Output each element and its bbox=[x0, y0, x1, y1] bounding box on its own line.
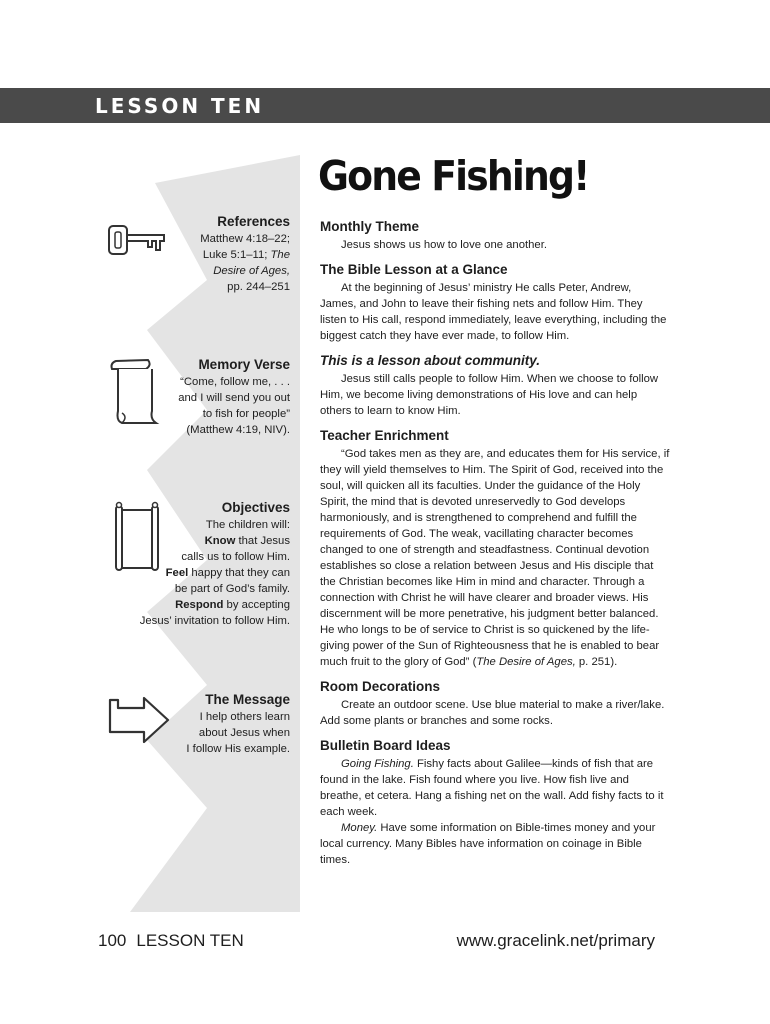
memory-verse-line: “Come, follow me, . . . bbox=[180, 376, 290, 388]
references-line: Luke 5:1–11; bbox=[202, 249, 271, 261]
enrichment-citation-end: p. 251). bbox=[575, 656, 618, 668]
references-italic: The bbox=[270, 249, 290, 261]
bulletin-heading: Bulletin Board Ideas bbox=[320, 738, 451, 753]
enrichment-citation: The Desire of Ages, bbox=[476, 656, 576, 668]
room-heading: Room Decorations bbox=[320, 679, 441, 694]
footer-url: www.gracelink.net/primary bbox=[456, 931, 655, 950]
message-heading: The Message bbox=[205, 692, 290, 707]
objectives-heading: Objectives bbox=[221, 500, 290, 515]
page-number: 100 bbox=[98, 931, 127, 950]
objectives-line: calls us to follow Him. bbox=[181, 551, 290, 563]
objectives-line: Jesus’ invitation to follow Him. bbox=[139, 615, 290, 627]
references-heading: References bbox=[217, 214, 290, 229]
glance-heading: The Bible Lesson at a Glance bbox=[320, 262, 508, 277]
monthly-theme-text: Jesus shows us how to love one another. bbox=[341, 239, 547, 251]
footer-left bbox=[98, 931, 254, 951]
bulletin-italic: Going Fishing. bbox=[341, 758, 414, 770]
bulletin-section bbox=[320, 737, 670, 868]
enrichment-heading: Teacher Enrichment bbox=[320, 428, 449, 443]
bulletin-text: Fishy facts about Galilee—kinds of fish that are found in the lake. Fish found where you live. How fish live and breathe, et cetera. Hang a fishing net on the wall. Add fishy facts to it each week. bbox=[320, 758, 664, 818]
memory-verse-line: and I will send you out bbox=[178, 392, 290, 404]
community-text: Jesus still calls people to follow Him. When we choose to follow Him, we become living demonstrations of His love and can help others to learn to know Him. bbox=[320, 373, 659, 417]
objectives-block bbox=[90, 500, 290, 629]
lesson-header-bar bbox=[0, 88, 770, 123]
bulletin-italic: Money. bbox=[341, 822, 378, 834]
community-section bbox=[320, 352, 670, 419]
room-section bbox=[320, 678, 670, 729]
footer-lesson: LESSON TEN bbox=[136, 931, 244, 950]
references-line: Matthew 4:18–22; bbox=[200, 233, 290, 245]
objectives-line: that Jesus bbox=[235, 535, 290, 547]
lesson-header-label: LESSON TEN bbox=[95, 94, 265, 118]
objectives-line: by accepting bbox=[223, 599, 290, 611]
memory-verse-line: (Matthew 4:19, NIV). bbox=[186, 424, 290, 436]
message-line: I follow His example. bbox=[186, 743, 290, 755]
monthly-theme-section bbox=[320, 218, 670, 253]
objectives-respond-label: Respond bbox=[175, 599, 224, 611]
memory-verse-heading: Memory Verse bbox=[198, 357, 290, 372]
references-block bbox=[90, 214, 290, 295]
message-line: about Jesus when bbox=[198, 727, 290, 739]
enrichment-text: “God takes men as they are, and educates them for His service, if they will yield themselves to Him. The Spirit of God, received into the soul, will quicken all its faculties. Under the guidance of the Holy Spirit, the mind that is devoted unreservedly to God develops harmoniously, and is strengthened to comprehend and fulfill the requirements of God. The weak, vacillating character becomes changed to one of strength and steadfastness. Continual devotion establishes so close a relation between Jesus and His disciple that the Christian becomes like Him in mind and character. Through a connection with Christ he will have clearer and broader views. His discernment will be more penetrative, his judgment better balanced. He who longs to be of service to Christ is so quickened by the life-giving power of the Sun of Righteousness that he is enabled to bear much fruit to the glory of God” ( bbox=[320, 448, 670, 668]
glance-text: At the beginning of Jesus’ ministry He calls Peter, Andrew, James, and John to leave their fishing nets and follow Him. They listen to His call, respond immediately, leave everything, including the biggest catch they have ever made, to follow Him. bbox=[320, 282, 667, 342]
enrichment-section bbox=[320, 427, 670, 670]
objectives-line: The children will: bbox=[205, 519, 290, 531]
page-title: Gone Fishing! bbox=[318, 152, 589, 200]
objectives-line: happy that they can bbox=[188, 567, 290, 579]
room-text: Create an outdoor scene. Use blue material to make a river/lake. Add some plants or branches and some rocks. bbox=[320, 699, 665, 727]
objectives-feel-label: Feel bbox=[165, 567, 189, 579]
bulletin-text: Have some information on Bible-times money and your local currency. Many Bibles have information on coinage in Bible times. bbox=[320, 822, 656, 866]
message-line: I help others learn bbox=[199, 711, 290, 723]
references-italic: Desire of Ages, bbox=[213, 265, 290, 277]
objectives-line: be part of God’s family. bbox=[174, 583, 290, 595]
objectives-know-label: Know bbox=[204, 535, 236, 547]
community-heading: This is a lesson about community. bbox=[320, 353, 541, 368]
main-content bbox=[320, 218, 670, 876]
glance-section bbox=[320, 261, 670, 344]
memory-verse-block bbox=[90, 357, 290, 438]
message-block bbox=[90, 692, 290, 757]
references-line: pp. 244–251 bbox=[227, 281, 290, 293]
monthly-theme-heading: Monthly Theme bbox=[320, 219, 420, 234]
memory-verse-line: to fish for people” bbox=[202, 408, 290, 420]
